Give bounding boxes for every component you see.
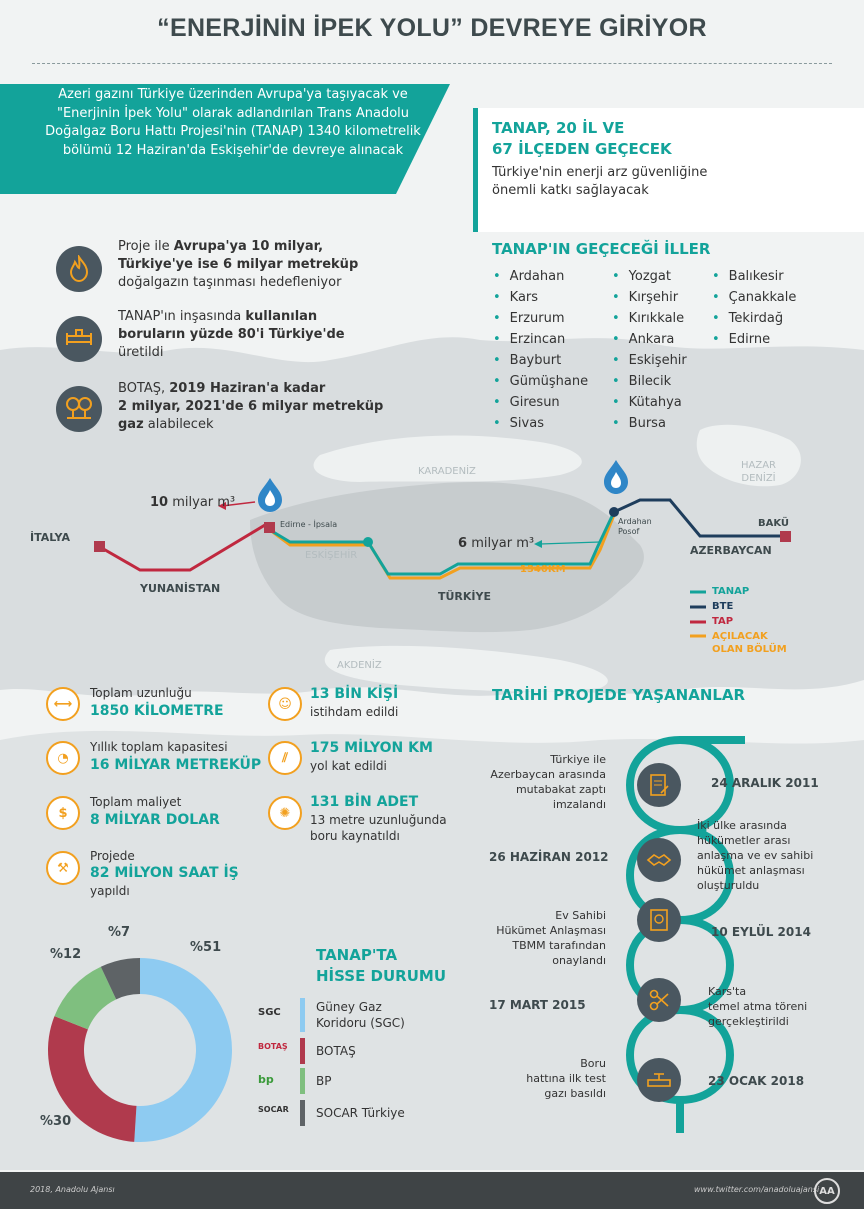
stat-2-label: Yıllık toplam kapasitesi: [90, 740, 228, 754]
weld-icon: ✺: [268, 796, 302, 830]
provinces-col-3: [712, 266, 796, 350]
timeline-text-1-line: imzalandı: [552, 798, 606, 811]
province-item: • Eskişehir: [612, 350, 687, 371]
gas-drop-icon-east: [604, 460, 628, 494]
province-item: • Tekirdağ: [712, 308, 796, 329]
timeline-date-2: 26 HAZİRAN 2012: [489, 850, 609, 864]
stat-7-value: 131 BİN ADET: [310, 794, 419, 810]
timeline-text-4: [708, 984, 848, 1029]
share-label-bp: %12: [50, 947, 82, 962]
timeline-text-2-line: anlaşma ve ev sahibi: [697, 849, 814, 862]
province-item: • Erzurum: [493, 308, 588, 329]
socar-logo: SOCAR: [258, 1105, 289, 1114]
timeline-text-2-line: oluşturuldu: [697, 879, 760, 892]
stat-6-value: 175 MİLYON KM: [310, 740, 433, 756]
province-item: • Balıkesir: [712, 266, 796, 287]
tanap-subtext: [492, 164, 792, 200]
label-yunanistan: YUNANİSTAN: [140, 582, 221, 595]
stat-5-value: 13 BİN KİŞİ: [310, 686, 399, 702]
timeline-text-1-line: Türkiye ile: [550, 753, 606, 766]
label-baku: BAKÜ: [758, 518, 790, 529]
baku-node: [780, 531, 791, 542]
province-item: • Edirne: [712, 329, 796, 350]
stat-1-value: 1850 KİLOMETRE: [90, 703, 224, 719]
hammer-icon: ⚒: [46, 851, 80, 885]
stat-4-label: Projede: [90, 849, 135, 863]
label-hazar-line-2: DENİZİ: [741, 473, 776, 484]
label-ardahan-line-2: Posof: [618, 527, 640, 536]
tanap-subtext-line-1: Türkiye'nin enerji arz güvenliğine: [492, 165, 708, 180]
share-bar-sgc: [300, 998, 305, 1032]
fact-3-post: alabilecek: [143, 417, 214, 432]
share-name-sgc: [316, 999, 405, 1031]
fact-1-post: doğalgazın taşınması hedefleniyor: [118, 275, 342, 290]
page-title: “ENERJİNİN İPEK YOLU” DEVREYE GİRİYOR: [157, 14, 707, 42]
tanap-heading-line-1: TANAP, 20 İL VE: [492, 119, 625, 137]
share-label-botas: %30: [40, 1114, 72, 1129]
province-item: • Ardahan: [493, 266, 588, 287]
province-item: • Bilecik: [612, 371, 687, 392]
fact-2-bold-2: boruların yüzde 80'i Türkiye'de: [118, 327, 345, 342]
donut-slice-0: [134, 958, 232, 1142]
share-bar-socar: [300, 1100, 305, 1126]
share-name-sgc-line-2: Koridoru (SGC): [316, 1016, 405, 1030]
road-icon: ⫽: [268, 741, 302, 775]
timeline-date-3: 10 EYLÜL 2014: [711, 925, 811, 939]
fact-1-bold-1: Avrupa'ya 10 milyar,: [173, 239, 324, 254]
worker-icon: ☺: [268, 687, 302, 721]
province-item: • Gümüşhane: [493, 371, 588, 392]
stat-1-label: Toplam uzunluğu: [90, 686, 192, 700]
legend-acilacak: AÇILACAK: [712, 631, 768, 642]
timeline-text-5-line: gazı basıldı: [544, 1087, 606, 1100]
bp-logo: bp: [258, 1073, 274, 1086]
stat-5-label: istihdam edildi: [310, 705, 399, 719]
provinces-heading: TANAP'IN GEÇECEĞİ İLLER: [492, 240, 711, 258]
tanap-heading: [492, 118, 752, 160]
stat-7-label-2: boru kaynatıldı: [310, 829, 400, 843]
province-item: • Çanakkale: [712, 287, 796, 308]
europe-flow-number: 10: [150, 495, 169, 510]
fact-1: [118, 238, 408, 292]
timeline-text-1-line: Azerbaycan arasında: [490, 768, 606, 781]
fact-3: [118, 380, 408, 434]
fact-1-bold-2: Türkiye'ye ise 6 milyar metreküp: [118, 257, 359, 272]
province-item: • Bayburt: [493, 350, 588, 371]
label-eskisehir: ESKİŞEHİR: [305, 550, 358, 561]
legend-bte: BTE: [712, 601, 734, 612]
edirne-node: [264, 522, 275, 533]
tap-line: [100, 525, 270, 570]
share-name-sgc-line-1: Güney Gaz: [316, 1000, 382, 1014]
length-label: 1340KM: [520, 564, 566, 575]
timeline-text-3-line: Ev Sahibi: [555, 909, 606, 922]
aa-logo: AA: [814, 1178, 840, 1204]
stat-4-value: 82 MİLYON SAAT İŞ: [90, 865, 239, 881]
share-bar-botas: [300, 1038, 305, 1064]
province-item: • Kırşehir: [612, 287, 687, 308]
sgc-logo: SGC: [258, 1007, 281, 1018]
fact-3-bold-3: gaz: [118, 417, 144, 432]
timeline-date-1: 24 ARALIK 2011: [711, 776, 819, 790]
timeline-text-5-line: hattına ilk test: [526, 1072, 606, 1085]
province-item: • Kars: [493, 287, 588, 308]
turkey-flow-number: 6: [458, 536, 468, 551]
fact-2-bold-1: kullanılan: [245, 309, 318, 324]
timeline-text-4-line: temel atma töreni: [708, 1000, 808, 1013]
timeline-text-2-line: İki ülke arasında: [697, 819, 787, 832]
footer: [0, 1172, 864, 1209]
fact-3-bold-1: 2019 Haziran'a kadar: [169, 381, 326, 396]
turkey-flow-arrowhead: [534, 540, 542, 548]
timeline-text-3-line: TBMM tarafından: [512, 939, 606, 952]
footer-twitter-link[interactable]: www.twitter.com/anadoluajansi: [694, 1185, 820, 1194]
share-heading: [316, 945, 476, 987]
fact-3-bold-2: 2 milyar, 2021'de 6 milyar metreküp: [118, 399, 384, 414]
label-italya: İTALYA: [30, 531, 70, 544]
provinces-col-1: [493, 266, 588, 434]
timeline-date-5: 23 OCAK 2018: [708, 1074, 805, 1088]
stat-6-label: yol kat edildi: [310, 759, 387, 773]
province-item: • Bursa: [612, 413, 687, 434]
intro-text: Azeri gazını Türkiye üzerinden Avrupa'ya taşıyacak ve "Enerjinin İpek Yolu" olarak adlandırılan Trans Anadolu Doğalgaz Boru Hattı Projesi'nin (TANAP) 1340 kilometrelik bölümü 12 Haziran'da Eskişehir'de devreye alınacak: [45, 87, 421, 158]
label-hazar: [741, 459, 776, 485]
province-item: • Kütahya: [612, 392, 687, 413]
eskisehir-node: [363, 537, 373, 547]
europe-flow-unit: milyar m³: [172, 495, 236, 510]
share-label-socar: %7: [108, 925, 131, 940]
certificate-icon: [637, 898, 681, 942]
fact-2-post: üretildi: [118, 345, 164, 360]
province-item: • Sivas: [493, 413, 588, 434]
legend-acilacak-2: OLAN BÖLÜM: [712, 644, 787, 655]
timeline-text-3-line: Hükümet Anlaşması: [496, 924, 606, 937]
label-edirne: Edirne - İpsala: [280, 520, 338, 529]
ardahan-node: [609, 507, 619, 517]
timeline-text-5: [490, 1056, 606, 1101]
timeline-text-3: [490, 908, 606, 968]
province-item: • Giresun: [493, 392, 588, 413]
share-bar-bp: [300, 1068, 305, 1094]
document-sign-icon: [637, 763, 681, 807]
share-name-botas: BOTAŞ: [316, 1044, 356, 1058]
label-azerbaycan: AZERBAYCAN: [690, 544, 772, 557]
province-item: • Kırıkkale: [612, 308, 687, 329]
timeline-text-4-line: gerçekleştirildi: [708, 1015, 789, 1028]
share-heading-line-1: TANAP'TA: [316, 946, 398, 964]
legend-tanap: TANAP: [712, 586, 750, 597]
stat-4-label-2: yapıldı: [90, 884, 130, 898]
turkey-flow-arrow: [540, 542, 600, 544]
flame-icon: [56, 246, 102, 292]
label-turkiye: TÜRKİYE: [438, 590, 492, 603]
timeline-text-2-line: hükümetler arası: [697, 834, 791, 847]
footer-credit: 2018, Anadolu Ajansı: [30, 1185, 115, 1194]
handshake-icon: [637, 838, 681, 882]
timeline-text-1-line: mutabakat zaptı: [515, 783, 606, 796]
timeline-text-1: [490, 752, 606, 812]
europe-flow-label: [150, 495, 235, 510]
pipeline-map: [0, 460, 864, 660]
gauge-icon: [56, 386, 102, 432]
fact-2-pre: TANAP'ın inşasında: [118, 309, 246, 324]
timeline-text-2-line: hükümet anlaşması: [697, 864, 805, 877]
turkey-flow-label: [458, 536, 534, 551]
timeline-text-2: [697, 818, 847, 893]
stat-7-label: 13 metre uzunluğunda: [310, 813, 447, 827]
province-item: • Yozgat: [612, 266, 687, 287]
share-name-socar: SOCAR Türkiye: [316, 1106, 405, 1120]
italy-node: [94, 541, 105, 552]
label-ardahan: [618, 517, 652, 537]
valve-icon: [637, 1058, 681, 1102]
timeline-text-4-line: Kars'ta: [708, 985, 747, 998]
province-item: • Erzincan: [493, 329, 588, 350]
legend-swatches: [690, 588, 710, 638]
fact-2: [118, 308, 408, 362]
speedometer-icon: ◔: [46, 741, 80, 775]
scissors-icon: [637, 978, 681, 1022]
share-name-bp: BP: [316, 1074, 332, 1088]
label-ardahan-line-1: Ardahan: [618, 517, 652, 526]
dollar-icon: $: [46, 796, 80, 830]
tanap-heading-line-2: 67 İLÇEDEN GEÇECEK: [492, 140, 672, 158]
botas-logo: BOTAŞ: [258, 1042, 288, 1051]
turkey-flow-unit: milyar m³: [471, 536, 535, 551]
provinces-col-2: [612, 266, 687, 434]
legend-tap: TAP: [712, 616, 734, 627]
province-item: • Ankara: [612, 329, 687, 350]
tanap-subtext-line-2: önemli katkı sağlayacak: [492, 183, 649, 198]
fact-3-pre: BOTAŞ,: [118, 381, 170, 396]
stat-3-value: 8 MİLYAR DOLAR: [90, 812, 220, 828]
timeline-heading: TARİHİ PROJEDE YAŞANANLAR: [492, 686, 746, 704]
pipe-icon: [56, 316, 102, 362]
fact-1-pre: Proje ile: [118, 239, 174, 254]
title-divider: [32, 63, 832, 64]
timeline-text-3-line: onaylandı: [552, 954, 606, 967]
label-karadeniz: KARADENİZ: [418, 466, 476, 477]
share-label-sgc: %51: [190, 940, 222, 955]
gas-drop-icon-west: [258, 478, 282, 512]
stat-2-value: 16 MİLYAR METREKÜP: [90, 757, 262, 773]
ruler-icon: ⟷: [46, 687, 80, 721]
share-heading-line-2: HİSSE DURUMU: [316, 967, 447, 985]
timeline-date-4: 17 MART 2015: [489, 998, 586, 1012]
label-akdeniz: AKDENİZ: [337, 660, 382, 671]
timeline-text-5-line: Boru: [580, 1057, 606, 1070]
label-hazar-line-1: HAZAR: [741, 460, 776, 471]
stat-3-label: Toplam maliyet: [90, 795, 182, 809]
